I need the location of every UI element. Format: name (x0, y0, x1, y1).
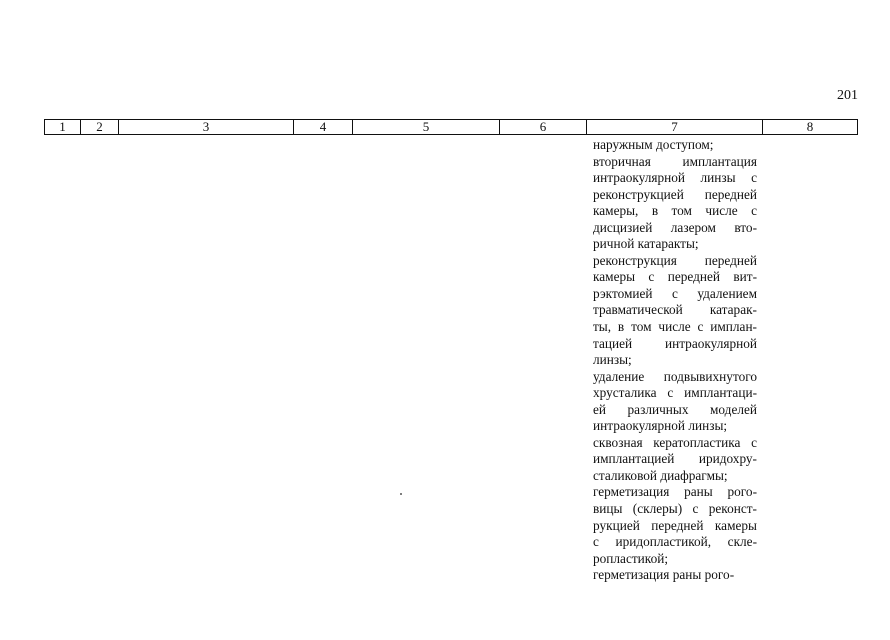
text-line: тацией интраокулярной (593, 335, 757, 351)
column-header-2: 2 (81, 120, 119, 134)
text-line: ропластикой; (593, 550, 669, 566)
text-line: хрусталика с имплантаци- (593, 385, 757, 401)
text-line: интраокулярной линзы с (593, 170, 757, 186)
text-line: герметизация раны рого- (593, 484, 757, 500)
text-line: имплантацией иридохру- (593, 451, 757, 467)
text-line: ричной катаракты; (593, 236, 699, 252)
text-line: интраокулярной линзы; (593, 418, 728, 434)
column-header-7: 7 (587, 120, 763, 134)
text-line: ты, в том числе с имплан- (593, 319, 757, 335)
column-header-5: 5 (353, 120, 500, 134)
text-line: реконструкция передней (593, 252, 757, 268)
text-line: ей различных моделей (593, 401, 757, 417)
column-header-6: 6 (500, 120, 587, 134)
text-line: рэктомией с удалением (593, 285, 757, 301)
column-header-8: 8 (806, 119, 814, 134)
text-line: реконструкцией передней (593, 186, 757, 202)
text-line: сталиковой диафрагмы; (593, 467, 728, 483)
text-line: линзы; (593, 352, 632, 368)
text-line: вторичная имплантация (593, 153, 757, 169)
text-line: рукцией передней камеры (593, 517, 757, 533)
text-line: камеры с передней вит- (593, 269, 757, 285)
text-line: травматической катарак- (593, 302, 757, 318)
column-header-4: 4 (294, 120, 353, 134)
text-line: герметизация раны рого- (593, 567, 735, 583)
text-line: наружным доступом; (593, 137, 714, 152)
column-7-text (593, 137, 757, 584)
text-line: удаление подвывихнутого (593, 368, 757, 384)
text-line: вицы (склеры) с реконст- (593, 501, 757, 517)
scan-speck (400, 493, 402, 495)
column-header-1: 1 (45, 120, 81, 134)
text-line: сквозная кератопластика с (593, 434, 757, 450)
text-line: с иридопластикой, скле- (593, 534, 757, 550)
page-number: 201 (837, 88, 858, 103)
text-line: дисцизией лазером вто- (593, 219, 757, 235)
text-line: камеры, в том числе с (593, 203, 757, 219)
column-number-header-row (44, 119, 858, 135)
column-header-3: 3 (119, 120, 294, 134)
